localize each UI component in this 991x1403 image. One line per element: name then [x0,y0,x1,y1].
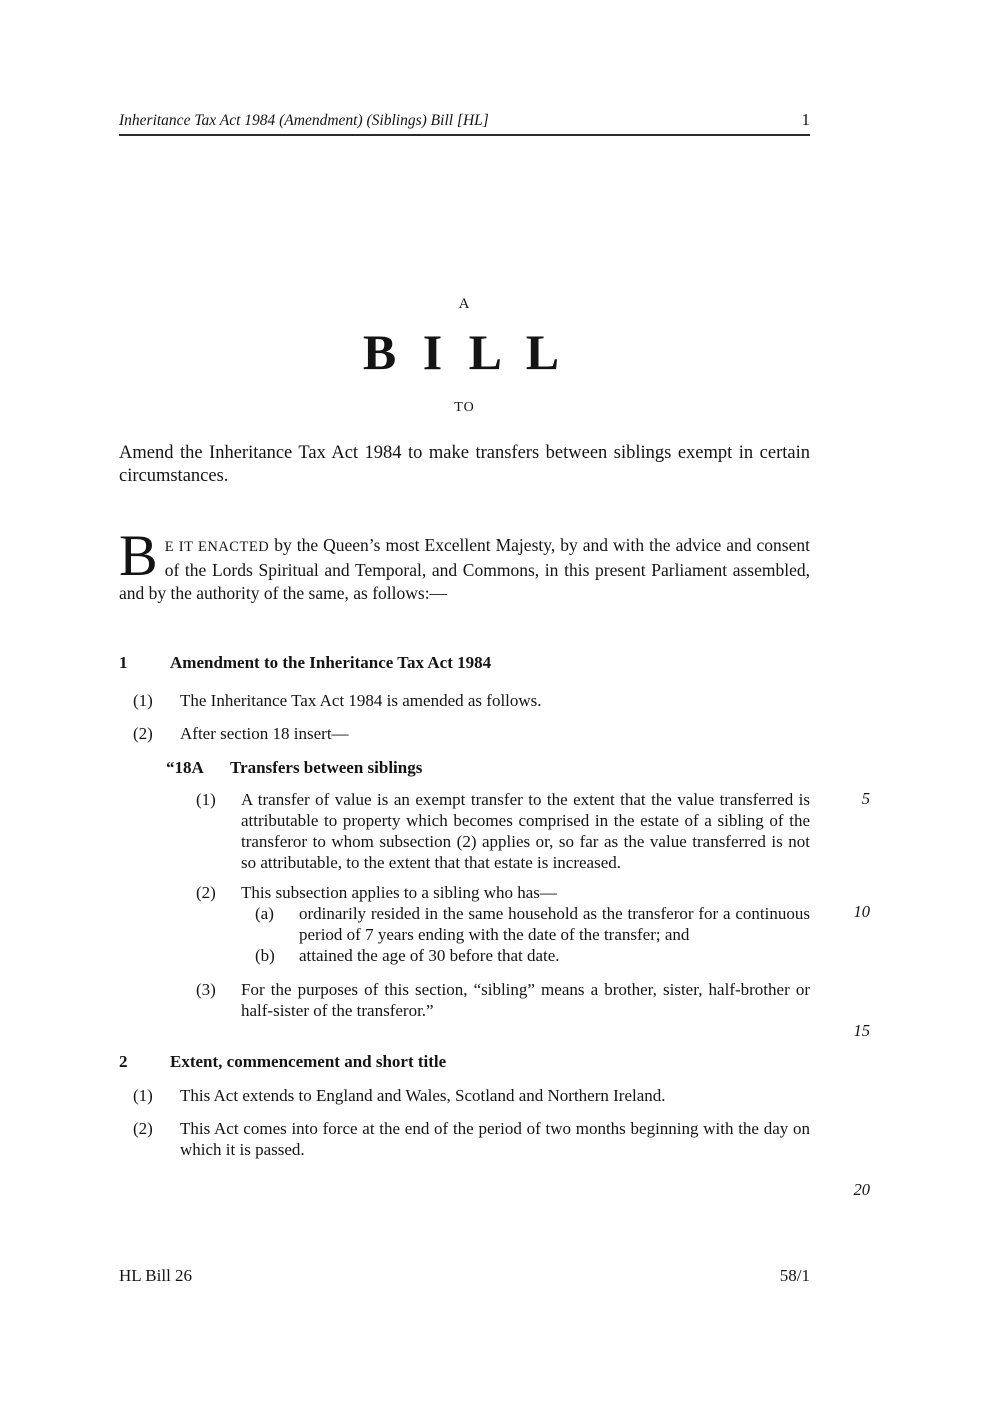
footer-bill-number: HL Bill 26 [119,1266,193,1285]
paragraph-18a-2-b-marker: (b) [255,946,275,965]
line-number-5: 5 [861,789,870,808]
subsection-1-2 [119,723,810,744]
section-1-number: 1 [119,653,128,672]
enacting-text: by the Queen’s most Excellent Majesty, by and with the advice and consent of the Lords Spiritual and Temporal, and Commons, in this present Parliament assembled, and by the authority of the same, as follows:— [119,535,810,603]
inserted-section-18a-number: “18A [166,758,204,777]
subsection-18a-3 [119,979,810,1021]
subsection-2-1-marker: (1) [133,1086,153,1105]
section-1-heading [119,652,810,673]
footer-session-number: 58/1 [779,1266,810,1285]
subsection-18a-1 [119,789,810,873]
masthead-letter-a: A [458,296,471,312]
inserted-section-18a-title: Transfers between siblings [230,758,423,777]
masthead-to: TO [454,400,475,415]
subsection-1-1-text: The Inheritance Tax Act 1984 is amended as follows. [180,691,542,710]
paragraph-18a-2-a-text: ordinarily resided in the same household as the transferor for a continuous period of 7 years ending with the date of the transfer; and [299,904,810,944]
subsection-18a-1-text: A transfer of value is an exempt transfer to the extent that the value transferred is attributable to property which becomes comprised in the estate of a sibling of the transferor to whom subsection (2) applies or, so far as the value transferred is not so attributable, to the extent that that estate is increased. [241,790,810,872]
paragraph-18a-2-b [119,945,810,966]
subsection-2-2 [119,1118,810,1160]
section-2-number: 2 [119,1052,128,1071]
line-number-15: 15 [853,1021,870,1040]
subsection-2-1 [119,1085,810,1106]
running-header [119,110,810,136]
inserted-section-18a-heading [119,757,810,778]
running-header-title: Inheritance Tax Act 1984 (Amendment) (Siblings) Bill [HL] [119,112,489,129]
subsection-18a-2-marker: (2) [196,883,216,902]
subsection-18a-3-text: For the purposes of this section, “sibling” means a brother, sister, half-brother or half-sister of the transferor.” [241,980,810,1020]
paragraph-18a-2-a [119,903,810,945]
enacting-smallcaps: E IT ENACTED [164,539,270,555]
section-2-heading [119,1051,810,1072]
paragraph-18a-2-b-text: attained the age of 30 before that date. [299,946,560,965]
page-number: 1 [801,110,810,129]
subsection-1-1-marker: (1) [133,691,153,710]
bill-body [119,652,810,1160]
section-1-title: Amendment to the Inheritance Tax Act 1984 [170,653,492,672]
subsection-18a-3-marker: (3) [196,980,216,999]
subsection-18a-2 [119,882,810,903]
subsection-1-1 [119,690,810,711]
line-number-10: 10 [853,902,870,921]
page-footer [119,1266,810,1286]
subsection-2-2-marker: (2) [133,1119,153,1138]
subsection-18a-1-marker: (1) [196,790,216,809]
subsection-2-1-text: This Act extends to England and Wales, Scotland and Northern Ireland. [180,1086,666,1105]
section-2-title: Extent, commencement and short title [170,1052,447,1071]
masthead-bill-title: B I L L [362,324,567,380]
subsection-1-2-marker: (2) [133,724,153,743]
subsection-1-2-text: After section 18 insert— [180,724,349,743]
paragraph-18a-2-a-marker: (a) [255,904,274,923]
long-title: Amend the Inheritance Tax Act 1984 to make transfers between siblings exempt in certain circumstances. [119,443,810,486]
dropcap-letter-b: B [119,523,158,588]
enacting-clause [119,523,810,605]
subsection-2-2-text: This Act comes into force at the end of the period of two months beginning with the day on which it is passed. [180,1119,810,1159]
line-number-20: 20 [853,1180,870,1199]
subsection-18a-2-lead: This subsection applies to a sibling who has— [241,883,557,902]
